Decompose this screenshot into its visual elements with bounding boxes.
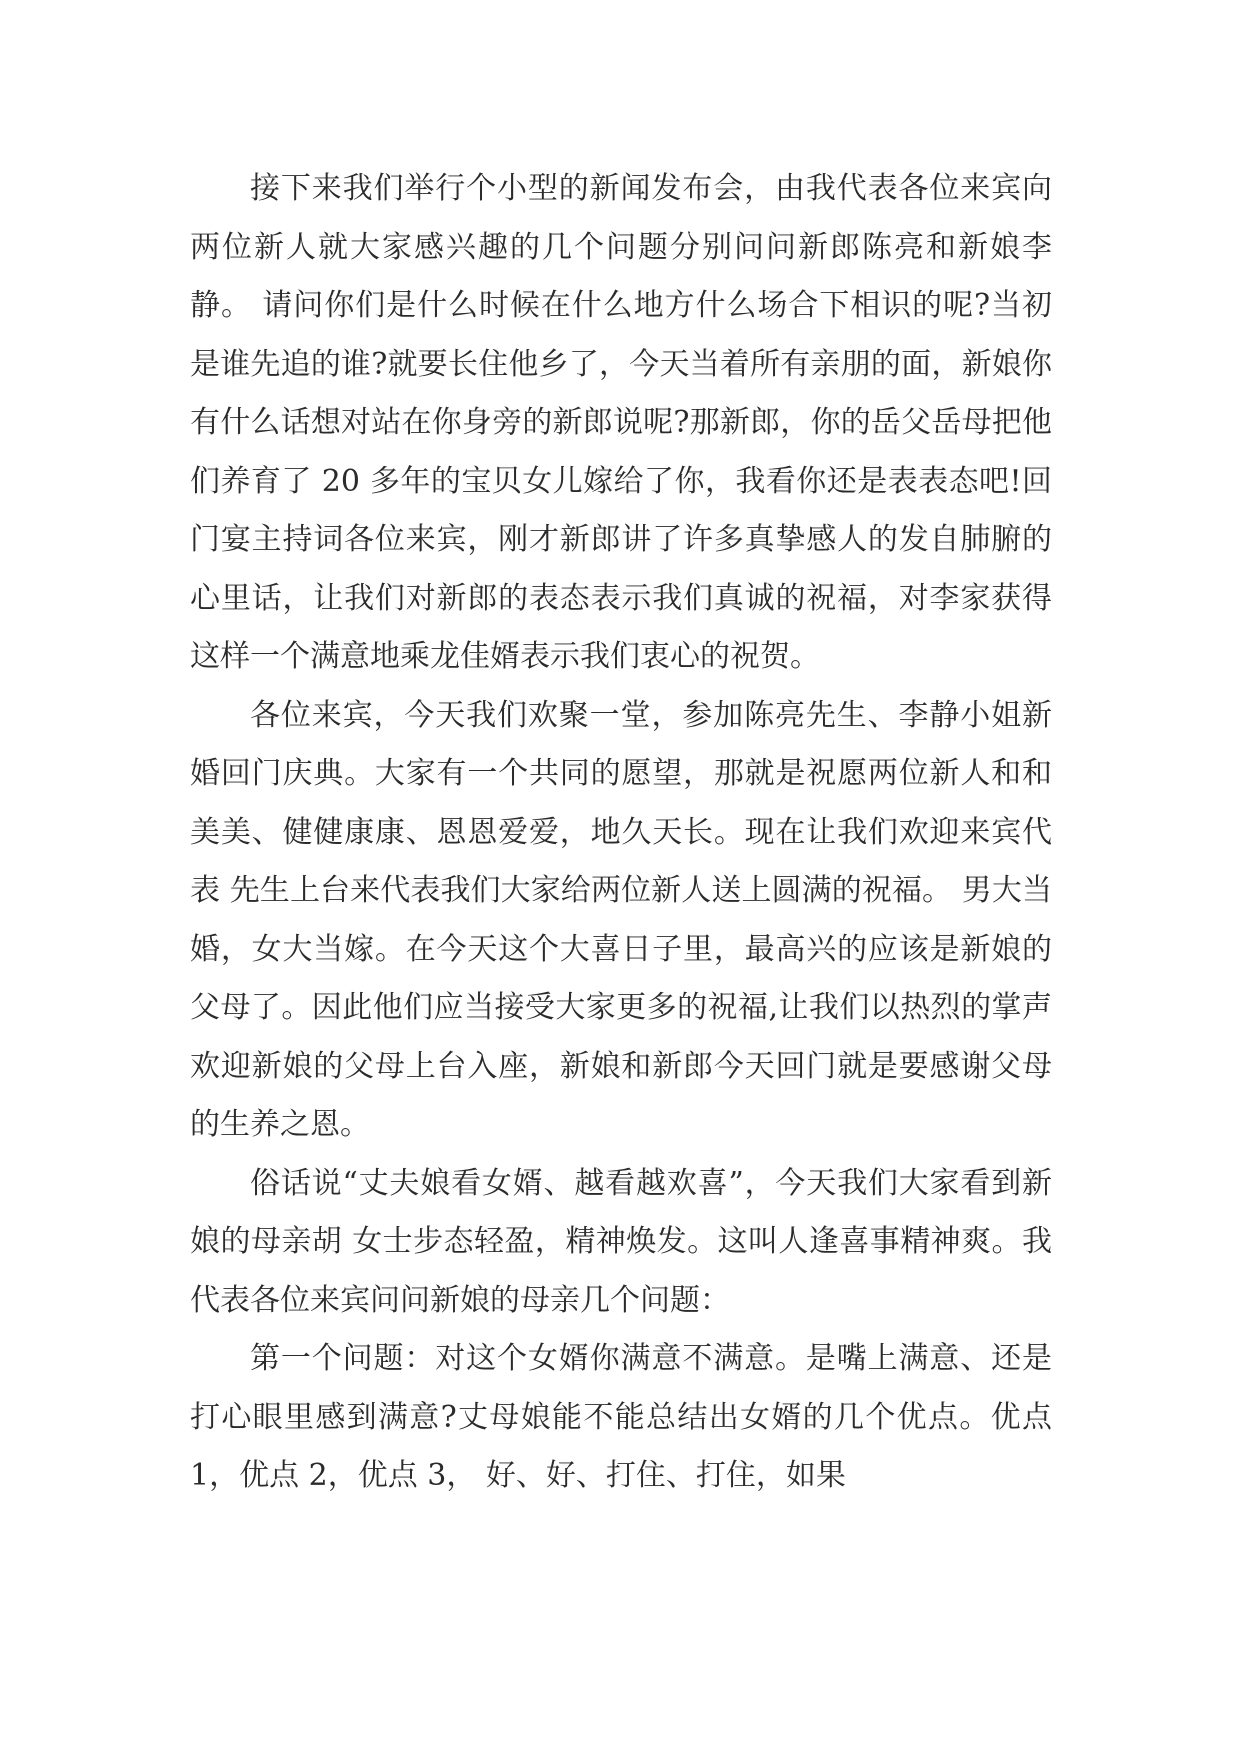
body-text — [190, 160, 1052, 1506]
paragraph-2: 各位来宾，今天我们欢聚一堂，参加陈亮先生、李静小姐新婚回门庆典。大家有一个共同的愿望，那就是祝愿两位新人和和美美、健健康康、恩恩爱爱，地久天长。现在让我们欢迎来宾代表 先生上台来代表我们大家给两位新人送上圆满的祝福。 男大当婚，女大当嫁。在今天这个大喜日子里，最高兴的应该是新娘的父母了。因此他们应当接受大家更多的祝福,让我们以热烈的掌声欢迎新娘的父母上台入座，新娘和新郎今天回门就是要感谢父母的生养之恩。 — [190, 697, 1052, 1142]
paragraph-3: 俗话说“丈夫娘看女婿、越看越欢喜”，今天我们大家看到新娘的母亲胡 女士步态轻盈，精神焕发。这叫人逢喜事精神爽。我代表各位来宾问问新娘的母亲几个问题： — [190, 1165, 1052, 1318]
paragraph-1: 接下来我们举行个小型的新闻发布会，由我代表各位来宾向两位新人就大家感兴趣的几个问题分别问问新郎陈亮和新娘李静。 请问你们是什么时候在什么地方什么场合下相识的呢?当初是谁先追的谁?就要长住他乡了，今天当着所有亲朋的面，新娘你有什么话想对站在你身旁的新郎说呢?那新郎，你的岳父岳母把他们养育了 20 多年的宝贝女儿嫁给了你，我看你还是表表态吧!回门宴主持词各位来宾，刚才新郎讲了许多真挚感人的发自肺腑的心里话，让我们对新郎的表态表示我们真诚的祝福，对李家获得这样一个满意地乘龙佳婿表示我们衷心的祝贺。 — [190, 171, 1052, 674]
paragraph-4: 第一个问题：对这个女婿你满意不满意。是嘴上满意、还是打心眼里感到满意?丈母娘能不能总结出女婿的几个优点。优点 1，优点 2，优点 3， 好、好、打住、打住，如果 — [190, 1341, 1052, 1493]
